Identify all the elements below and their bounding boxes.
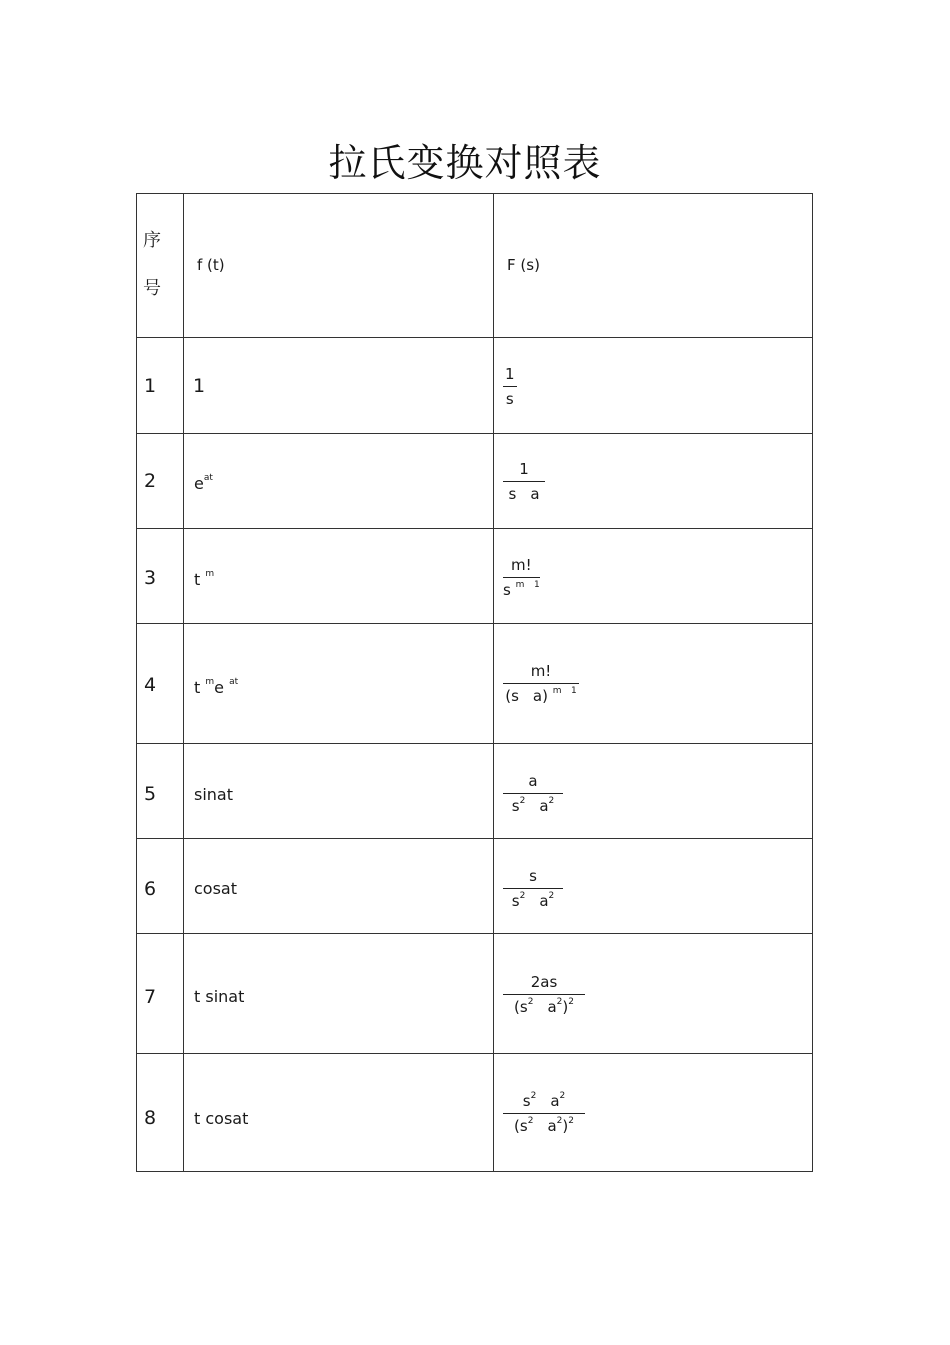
row-ft: t sinat: [194, 987, 245, 1006]
row-divider: [137, 337, 812, 338]
row-index: 8: [144, 1107, 157, 1129]
row-index: 2: [144, 470, 157, 492]
row-ft: t $^m$e $^{at}$: [194, 677, 239, 697]
row-index: 6: [144, 878, 157, 900]
row-ft: $e^{at}$: [194, 473, 213, 493]
row-ft: 1: [193, 375, 206, 397]
row-divider: [137, 623, 812, 624]
row-Fs: $\frac{1}{s}$: [505, 365, 515, 408]
header-Fs: F (s): [507, 256, 540, 274]
row-ft: t cosat: [194, 1109, 249, 1128]
row-divider: [137, 838, 812, 839]
row-Fs: $\frac{s^2 a^2}{(s^2 a^2)^2}$: [503, 1092, 585, 1135]
row-divider: [137, 433, 812, 434]
row-Fs: $\frac{2as}{(s^2 a^2)^2}$: [503, 973, 585, 1016]
row-Fs: $\frac{m!}{(s a) ^m ^1}$: [503, 662, 579, 705]
row-divider: [137, 743, 812, 744]
row-ft: cosat: [194, 879, 237, 898]
page-title: 拉氏变换对照表: [328, 141, 602, 185]
row-Fs: $\frac{s}{s^2 a^2}$: [503, 867, 563, 910]
row-divider: [137, 528, 812, 529]
row-Fs: $\frac{m!}{s ^m ^1}$: [503, 556, 540, 599]
row-Fs: $\frac{a}{s^2 a^2}$: [503, 772, 563, 815]
row-ft: t $^m$: [194, 569, 215, 589]
row-index: 4: [144, 674, 157, 696]
row-ft: sinat: [194, 785, 233, 804]
column-divider: [183, 194, 184, 1171]
row-Fs: $\frac{1}{\text{s a}}$: [503, 460, 545, 503]
row-index: 3: [144, 567, 157, 589]
header-index: 序 号: [143, 230, 161, 299]
laplace-table: [136, 193, 813, 1172]
row-index: 1: [144, 375, 157, 397]
row-divider: [137, 933, 812, 934]
header-ft: f (t): [197, 256, 225, 274]
row-index: 7: [144, 986, 157, 1008]
column-divider: [493, 194, 494, 1171]
row-divider: [137, 1053, 812, 1054]
row-index: 5: [144, 783, 157, 805]
